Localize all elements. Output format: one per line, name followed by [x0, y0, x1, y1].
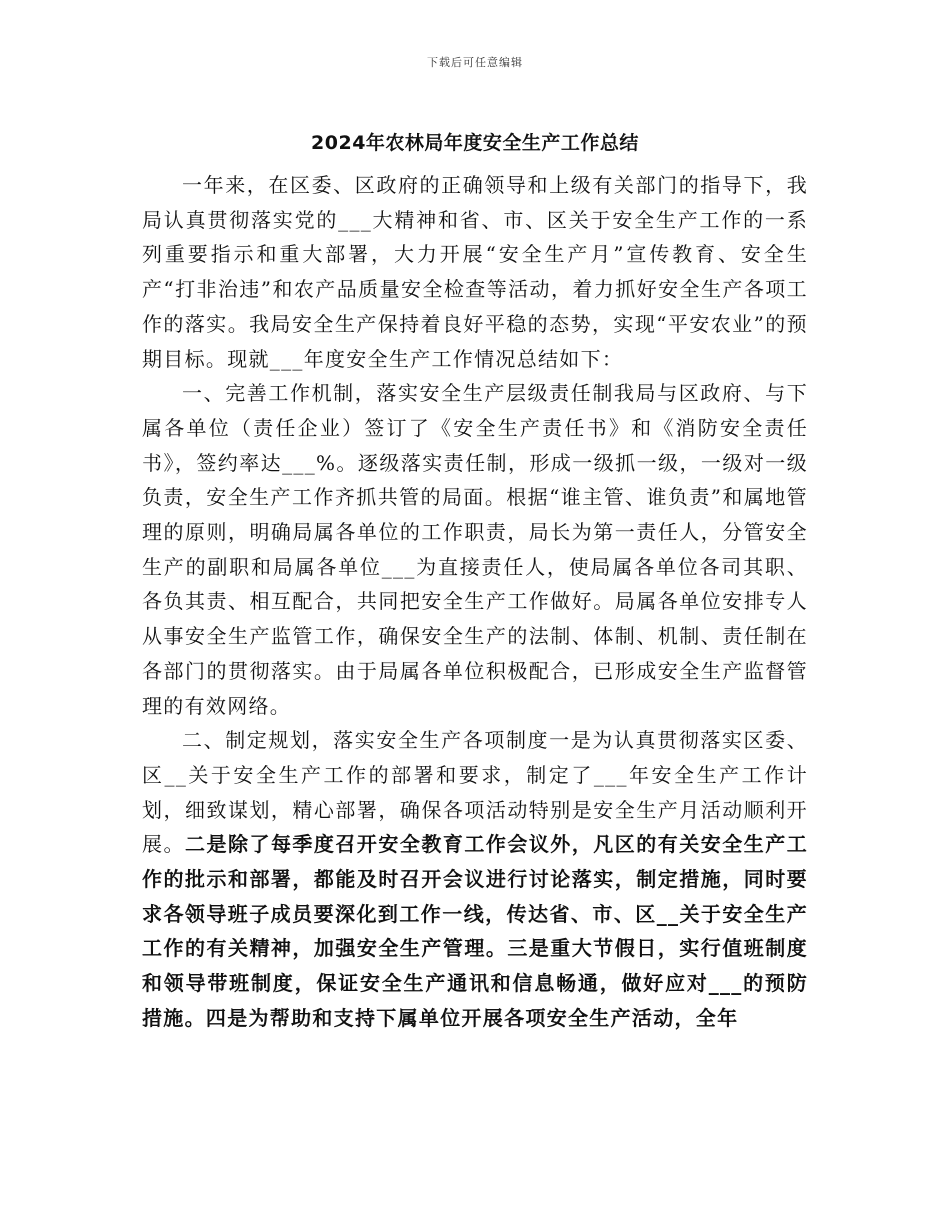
paragraph-section-two-bold: 二是除了每季度召开安全教育工作会议外，凡区的有关安全生产工作的批示和部署，都能及时召开会议进行讨论落实，制定措施，同时要求各领导班子成员要深化到工作一线，传达省、市、区__关于安全生产工作的有关精神，加强安全生产管理。三是重大节假日，实行值班制度和领导带班制度，保证安全生产通讯和信息畅通，做好应对___的预防措施。四是为帮助和支持下属单位开展各项安全生产活动，全年 — [142, 832, 808, 1030]
page-header-note: 下载后可任意编辑 — [427, 56, 523, 69]
paragraph-section-two — [142, 723, 808, 1035]
document-body — [142, 168, 808, 1036]
paragraph-section-two-regular: 二、制定规划，落实安全生产各项制度一是为认真贯彻落实区委、区__关于安全生产工作的部署和要求，制定了___年安全生产工作计划，细致谋划，精心部署，确保各项活动特别是安全生产月活动顺利开展。 — [142, 728, 808, 857]
paragraph-section-one: 一、完善工作机制，落实安全生产层级责任制我局与区政府、与下属各单位（责任企业）签订了《安全生产责任书》和《消防安全责任书》，签约率达___%。逐级落实责任制，形成一级抓一级，一级对一级负责，安全生产工作齐抓共管的局面。根据“谁主管、谁负责”和属地管理的原则，明确局属各单位的工作职责，局长为第一责任人，分管安全生产的副职和局属各单位___为直接责任人，使局属各单位各司其职、各负其责、相互配合，共同把安全生产工作做好。局属各单位安排专人从事安全生产监管工作，确保安全生产的法制、体制、机制、责任制在各部门的贯彻落实。由于局属各单位积极配合，已形成安全生产监督管理的有效网络。 — [142, 381, 808, 718]
paragraph-intro: 一年来，在区委、区政府的正确领导和上级有关部门的指导下，我局认真贯彻落实党的___大精神和省、市、区关于安全生产工作的一系列重要指示和重大部署，大力开展“安全生产月”宣传教育、安全生产“打非治违”和农产品质量安全检查等活动，着力抓好安全生产各项工作的落实。我局安全生产保持着良好平稳的态势，实现“平安农业”的预期目标。现就___年度安全生产工作情况总结如下： — [142, 173, 808, 371]
document-title: 2024年农林局年度安全生产工作总结 — [311, 132, 639, 154]
